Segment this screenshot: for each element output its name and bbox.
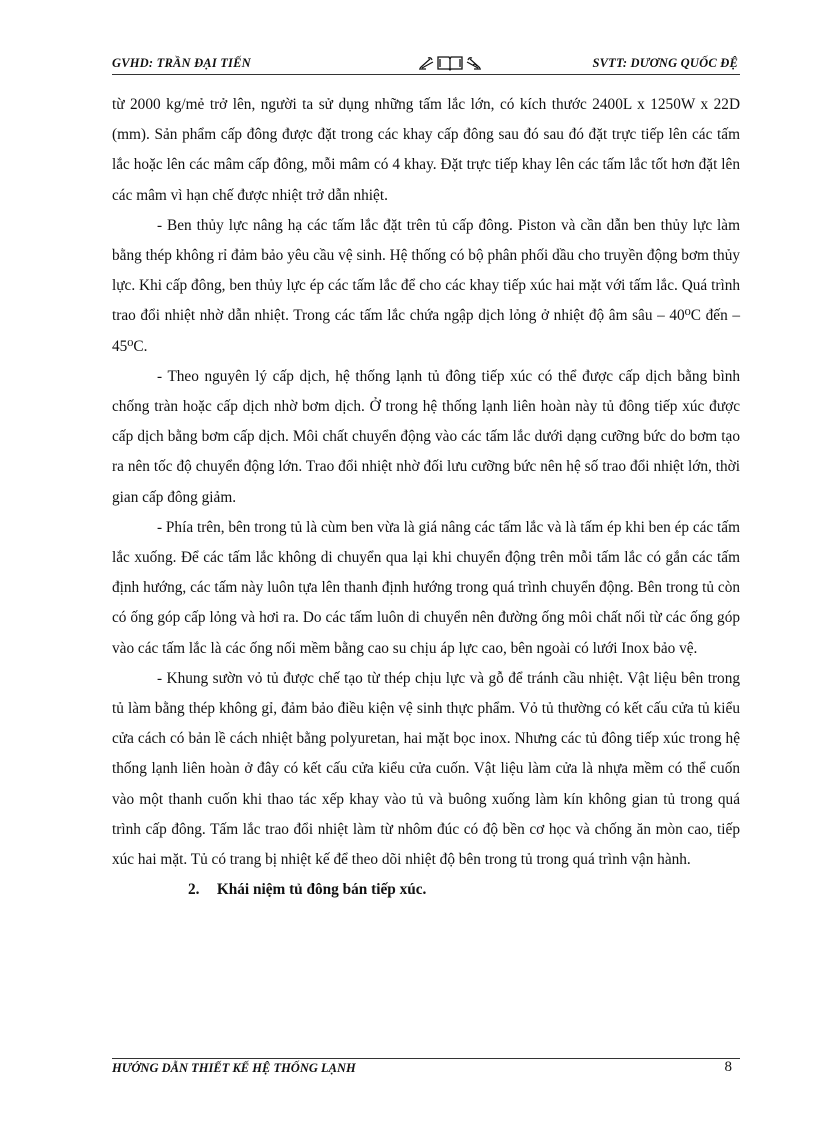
header-ornament <box>418 54 482 72</box>
paragraph: - Theo nguyên lý cấp dịch, hệ thống lạnh tủ đông tiếp xúc có thể được cấp dịch bằng bình chống tràn hoặc cấp dịch nhờ bơm dịch. Ở trong hệ thống lạnh liên hoàn này tủ đông tiếp xúc được cấp dịch bằng bơm cấp dịch. Môi chất chuyển động vào các tấm lắc dưới dạng cưỡng bức do bơm tạo ra nên tốc độ chuyển động lớn. Trao đổi nhiệt nhờ đối lưu cưỡng bức nên hệ số trao đổi nhiệt lớn, thời gian cấp đông giảm. <box>112 367 740 506</box>
paragraph: - Khung sườn vỏ tủ được chế tạo từ thép chịu lực và gỗ để tránh cầu nhiệt. Vật liệu bên trong tủ làm bằng thép không gỉ, đảm bảo điều kiện vệ sinh thực phẩm. Vỏ tủ thường có kết cấu cửa tủ kiểu cửa cách có bản lề cách nhiệt bằng polyuretan, hai mặt bọc inox. Nhưng các tủ đông tiếp xúc trong hệ thống lạnh liên hoàn ở đây có kết cấu cửa kiểu cửa cuốn. Vật liệu làm cửa là nhựa mềm có thể cuốn vào một thanh cuốn khi thao tác xếp khay vào tủ và buông xuống làm kín không gian tủ trong quá trình cấp đông. Tấm lắc trao đổi nhiệt làm từ nhôm đúc có độ bền cơ học và chống ăn mòn cao, tiếp xúc hai mặt. Tủ có trang bị nhiệt kế để theo dõi nhiệt độ bên trong tủ trong quá trình vận hành. <box>112 669 740 869</box>
section-title: Khái niệm tủ đông bán tiếp xúc. <box>216 881 427 899</box>
paragraph: - Phía trên, bên trong tủ là cùm ben vừa là giá nâng các tấm lắc và là tấm ép khi ben ép các tấm lắc xuống. Để các tấm lắc không di chuyển qua lại khi chuyển động trên mỗi tấm lắc có gắn các tấm định hướng, các tấm này luôn tựa lên thanh định hướng trong quá trình chuyển động. Bên trong tủ còn có ống góp cấp lỏng và hơi ra. Do các tấm luôn di chuyển nên đường ống môi chất nối từ các ống góp vào các tấm lắc là các ống nối mềm bằng cao su chịu áp lực cao, bên ngoài có lưới Inox bảo vệ. <box>112 518 740 657</box>
section-heading <box>112 875 740 905</box>
page-number: 8 <box>724 1059 732 1075</box>
paragraph: từ 2000 kg/mẻ trở lên, người ta sử dụng những tấm lắc lớn, có kích thước 2400L x 1250W x 22D (mm). Sản phẩm cấp đông được đặt trong các khay cấp đông sau đó sau đó đặt trực tiếp lên các tấm lắc hoặc lên các mâm cấp đông, mỗi mâm có 4 khay. Đặt trực tiếp khay lên các tấm lắc tốt hơn đặt lên các mâm vì hạn chế được nhiệt trở dẫn nhiệt. <box>112 96 740 204</box>
page-footer <box>112 1058 740 1079</box>
open-book-icon <box>437 55 463 71</box>
page-header <box>112 54 740 75</box>
paragraph: - Ben thủy lực nâng hạ các tấm lắc đặt trên tủ cấp đông. Piston và cần dẫn ben thủy lực làm bằng thép không rỉ đảm bảo yêu cầu vệ sinh. Hệ thống có bộ phân phối dầu cho truyền động bơm thủy lực. Khi cấp đông, ben thủy lực ép các tấm lắc để cho các khay tiếp xúc hai mặt với tấm lắc. Quá trình trao đổi nhiệt nhờ dẫn nhiệt. Trong các tấm lắc chứa ngập dịch lỏng ở nhiệt độ âm sâu – 40⁰C đến – 45⁰C. <box>112 216 740 355</box>
writing-hand-icon <box>464 56 482 70</box>
section-number: 2. <box>188 881 200 899</box>
writing-hand-icon <box>418 56 436 70</box>
header-student: SVTT: DƯƠNG QUỐC ĐỆ <box>592 56 738 70</box>
footer-title: HƯỚNG DẪN THIẾT KẾ HỆ THỐNG LẠNH <box>112 1061 356 1075</box>
document-body <box>112 90 740 905</box>
header-supervisor: GVHD: TRẦN ĐẠI TIẾN <box>112 56 251 70</box>
